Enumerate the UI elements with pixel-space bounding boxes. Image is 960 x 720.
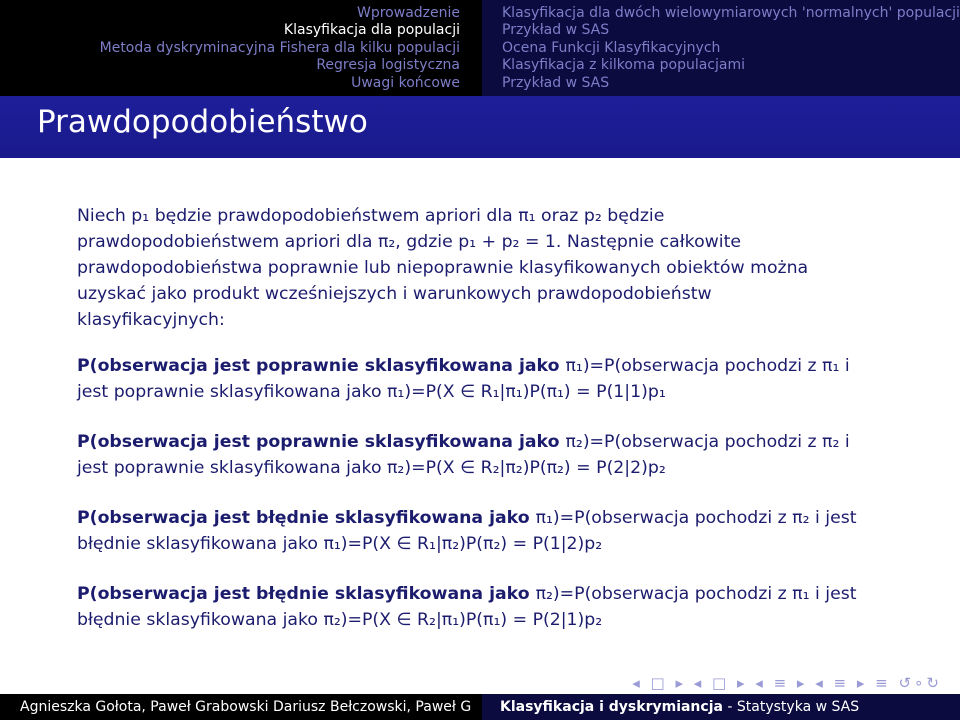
intro-line: prawdopodobieństwa poprawnie lub niepoprawnie klasyfikowanych obiektów można xyxy=(77,258,809,278)
nav-subsection-kilka-populacji[interactable]: Klasyfikacja z kilkoma populacjami xyxy=(502,57,746,74)
probability-bold-label: P(obserwacja jest błędnie sklasyfikowana jako xyxy=(77,584,536,604)
intro-line: klasyfikacyjnych: xyxy=(77,310,225,330)
intro-line: Niech p₁ będzie prawdopodobieństwem apriori dla π₁ oraz p₂ będzie xyxy=(77,206,665,226)
probability-block-correct-pi1 xyxy=(77,353,850,405)
nav-subsection-normalne-populacje[interactable]: Klasyfikacja dla dwóch wielowymiarowych 'normalnych' populacji xyxy=(502,5,960,21)
subsection-nav xyxy=(482,0,960,96)
nav-section-metoda-fishera[interactable]: Metoda dyskryminacyjna Fishera dla kilku populacji xyxy=(99,39,460,56)
frame-title-band xyxy=(0,96,960,158)
intro-paragraph xyxy=(77,203,808,333)
probability-line xyxy=(77,581,857,607)
nav-subsection-przyklad-sas-2[interactable]: Przykład w SAS xyxy=(502,74,610,91)
footer-authors: Agnieszka Gołota, Paweł Grabowski Dariusz Bełczowski, Paweł G xyxy=(0,694,482,720)
intro-line: prawdopodobieństwem apriori dla π₂, gdzie p₁ + p₂ = 1. Następnie całkowite xyxy=(77,232,741,252)
section-nav xyxy=(0,0,478,96)
nav-section-uwagi-koncowe[interactable]: Uwagi końcowe xyxy=(351,74,460,91)
probability-line xyxy=(77,429,850,455)
probability-definition: π₁)=P(obserwacja pochodzi z π₂ i jest xyxy=(535,508,857,528)
probability-definition: π₂)=P(obserwacja pochodzi z π₂ i xyxy=(565,432,850,452)
probability-formula: błędnie sklasyfikowana jako π₂)=P(X ∈ R₂|π₁)P(π₁) = P(2|1)p₂ xyxy=(77,610,603,630)
probability-block-wrong-pi1 xyxy=(77,505,857,557)
probability-formula: błędnie sklasyfikowana jako π₁)=P(X ∈ R₁|π₂)P(π₂) = P(1|2)p₂ xyxy=(77,534,603,554)
footer-short-title: Klasyfikacja i dyskrymiancja xyxy=(500,699,723,715)
beamer-navigation-symbols[interactable]: ◂ □ ▸ ◂ □ ▸ ◂ ≡ ▸ ◂ ≡ ▸ ≡ ↺∘↻ xyxy=(632,674,942,692)
probability-bold-label: P(obserwacja jest błędnie sklasyfikowana jako xyxy=(77,508,536,528)
nav-section-regresja-logistyczna[interactable]: Regresja logistyczna xyxy=(316,57,460,74)
footer xyxy=(0,694,960,720)
nav-section-wprowadzenie[interactable]: Wprowadzenie xyxy=(357,5,460,21)
nav-section-klasyfikacja-dla-populacji[interactable]: Klasyfikacja dla populacji xyxy=(283,22,460,39)
intro-line: uzyskać jako produkt wcześniejszych i warunkowych prawdopodobieństw xyxy=(77,284,712,304)
probability-bold-label: P(obserwacja jest poprawnie sklasyfikowana jako xyxy=(77,356,566,376)
nav-subsection-przyklad-sas-1[interactable]: Przykład w SAS xyxy=(502,22,610,39)
probability-block-correct-pi2 xyxy=(77,429,850,481)
footer-title xyxy=(482,694,960,720)
probability-bold-label: P(obserwacja jest poprawnie sklasyfikowana jako xyxy=(77,432,566,452)
probability-definition: π₁)=P(obserwacja pochodzi z π₁ i xyxy=(565,356,850,376)
nav-subsection-ocena-funkcji[interactable]: Ocena Funkcji Klasyfikacyjnych xyxy=(502,39,721,56)
probability-definition: π₂)=P(obserwacja pochodzi z π₁ i jest xyxy=(535,584,857,604)
frame-title: Prawdopodobieństwo xyxy=(37,104,368,140)
probability-formula: jest poprawnie sklasyfikowana jako π₂)=P(X ∈ R₂|π₂)P(π₂) = P(2|2)p₂ xyxy=(77,458,666,478)
probability-line xyxy=(77,505,857,531)
footer-subtitle: Statystyka w SAS xyxy=(736,699,860,715)
header-navigation xyxy=(0,0,960,96)
footer-separator: - xyxy=(722,699,737,715)
probability-line xyxy=(77,353,850,379)
probability-block-wrong-pi2 xyxy=(77,581,857,633)
probability-formula: jest poprawnie sklasyfikowana jako π₁)=P(X ∈ R₁|π₁)P(π₁) = P(1|1)p₁ xyxy=(77,382,666,402)
